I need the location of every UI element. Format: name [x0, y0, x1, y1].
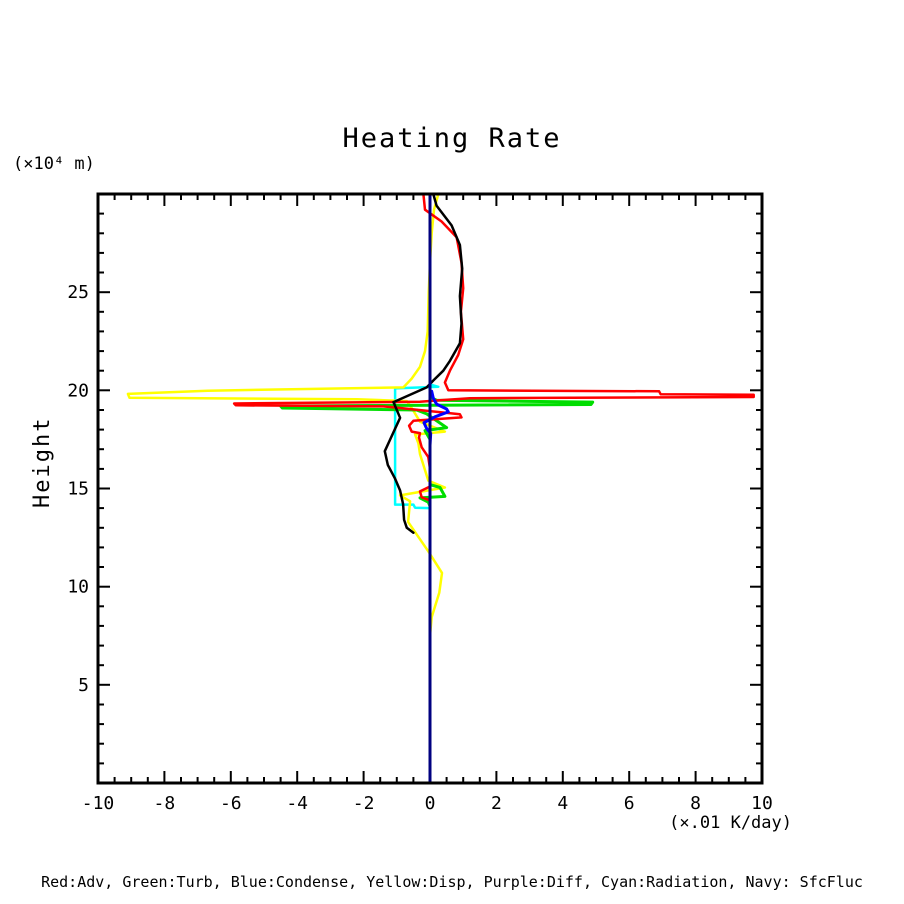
svg-text:10: 10: [751, 793, 773, 814]
svg-text:8: 8: [690, 793, 702, 814]
legend-text: Red:Adv, Green:Turb, Blue:Condense, Yellow:Disp, Purple:Diff, Cyan:Radiation, Navy: SfcFluc: [41, 873, 863, 891]
data-series: [128, 194, 754, 783]
svg-text:2: 2: [490, 793, 502, 814]
series-adv: [234, 194, 754, 500]
svg-text:6: 6: [623, 793, 635, 814]
x-axis-unit-label: (×.01 K/day): [669, 813, 792, 833]
svg-text:0: 0: [424, 793, 436, 814]
svg-text:4: 4: [557, 793, 569, 814]
svg-text:-4: -4: [286, 793, 309, 814]
svg-text:-6: -6: [219, 793, 242, 814]
y-axis-unit-label: (×10⁴ m): [13, 154, 95, 174]
svg-text:20: 20: [67, 380, 89, 402]
svg-text:-10: -10: [81, 793, 115, 814]
y-axis-label: Height: [30, 416, 55, 508]
chart-title: Heating Rate: [342, 123, 562, 154]
y-tick-labels: [67, 282, 89, 696]
svg-text:10: 10: [67, 576, 89, 598]
svg-text:-8: -8: [153, 793, 176, 814]
svg-text:5: 5: [78, 674, 89, 696]
series-diff: [385, 194, 462, 533]
svg-text:-2: -2: [352, 793, 375, 814]
svg-text:15: 15: [67, 478, 89, 500]
x-tick-labels: [82, 793, 773, 814]
svg-text:25: 25: [67, 282, 89, 304]
